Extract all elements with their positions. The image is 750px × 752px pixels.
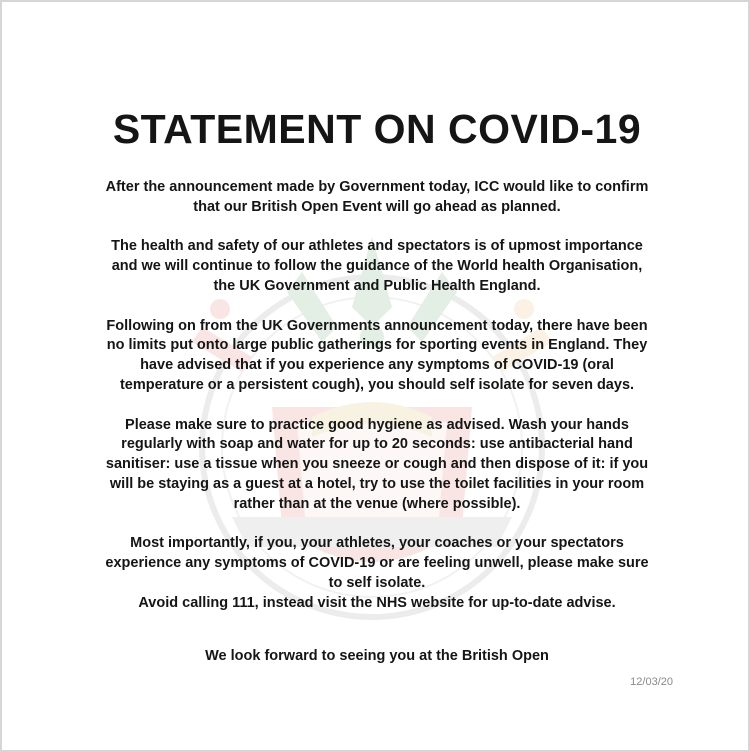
page-title: STATEMENT ON COVID-19 — [112, 106, 642, 152]
paragraph-line: Most importantly, if you, your athletes, your coaches or your spectators — [130, 535, 624, 552]
paragraph-line: experience any symptoms of COVID-19 or are feeling unwell, please make sure — [105, 555, 649, 572]
paragraph-line: to self isolate. — [328, 574, 426, 591]
paragraph-line: no limits put onto large public gatherings for sporting events in England. They — [106, 337, 648, 354]
paragraph-self-isolate — [62, 534, 692, 613]
paragraph-announcement — [62, 178, 692, 218]
statement-date: 12/03/20 — [630, 676, 673, 688]
statement-body — [62, 178, 692, 614]
paragraph-line: temperature or a persistent cough), you should self isolate for seven days. — [119, 376, 635, 393]
paragraph-line: have advised that if you experience any symptoms of COVID-19 (oral — [140, 357, 614, 374]
paragraph-line: After the announcement made by Government today, ICC would like to confirm — [105, 179, 649, 195]
paragraph-line: Please make sure to practice good hygiene as advised. Wash your hands — [125, 416, 629, 433]
paragraph-line: The health and safety of our athletes and spectators is of upmost importance — [111, 238, 643, 255]
paragraph-government-guidance — [62, 317, 692, 396]
paragraph-hygiene — [62, 416, 692, 515]
paragraph-line: Avoid calling 111, instead visit the NHS website for up-to-date advise. — [138, 594, 616, 611]
paragraph-line: rather than at the venue (where possible). — [233, 495, 521, 512]
closing-line: We look forward to seeing you at the British Open — [205, 648, 549, 664]
paragraph-line: and we will continue to follow the guidance of the World health Organisation, — [111, 258, 643, 275]
paragraph-line: Following on from the UK Governments announcement today, there have been — [106, 317, 648, 334]
paragraph-line: the UK Government and Public Health England. — [213, 277, 541, 294]
paragraph-line: regularly with soap and water for up to 20 seconds: use antibacterial hand — [121, 436, 633, 453]
paragraph-health-safety — [62, 237, 692, 296]
paragraph-line: sanitiser: use a tissue when you sneeze or cough and then dispose of it: if you — [105, 456, 649, 473]
paragraph-line: that our British Open Event will go ahead as planned. — [193, 198, 561, 215]
paragraph-line: will be staying as a guest at a hotel, try to use the toilet facilities in your room — [109, 475, 645, 492]
